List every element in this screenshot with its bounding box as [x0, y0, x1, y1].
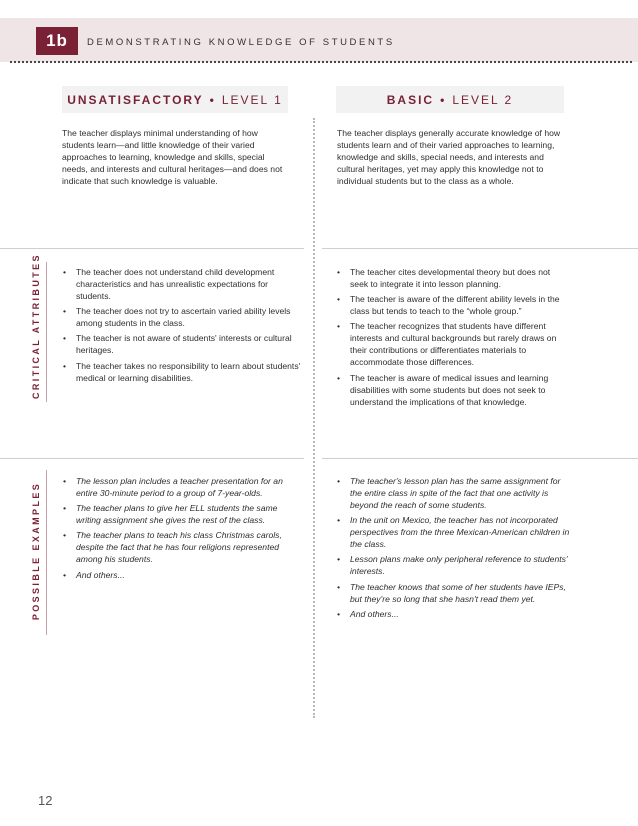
list-item: • The teacher's lesson plan has the same assignment for the entire class in spite of the fact that one activity is beyond the reach of some students.: [336, 475, 570, 511]
list-item: • The teacher plans to give her ELL students the same writing assignment she gives the rest of the class.: [62, 502, 302, 526]
list-item: • The teacher cites developmental theory but does not seek to integrate it into lesson planning.: [336, 266, 570, 290]
critical-attributes-label: CRITICAL ATTRIBUTES: [31, 253, 41, 399]
column-divider: [313, 118, 315, 718]
row-divider: [0, 248, 304, 249]
header-dotted-rule: [10, 61, 632, 63]
possible-examples-side-rule: [46, 470, 47, 635]
section-code-badge: 1b: [36, 27, 78, 55]
row-divider: [322, 458, 638, 459]
page-number: 12: [38, 793, 53, 808]
list-item: • The teacher knows that some of her students have IEPs, but they're so long that she hasn't read them yet.: [336, 581, 570, 605]
possible-examples-label: POSSIBLE EXAMPLES: [31, 481, 41, 621]
list-item: • And others...: [336, 608, 570, 620]
list-item: • The teacher plans to teach his class Christmas carols, despite the fact that he has four religions represented among his students.: [62, 529, 302, 565]
level-1-critical-attributes: [62, 266, 302, 387]
level-2-possible-examples: [336, 475, 570, 623]
list-item: • The teacher is aware of the different ability levels in the class but tends to teach to the “whole group.”: [336, 293, 570, 317]
level-2-separator: •: [440, 92, 447, 107]
list-item: • The lesson plan includes a teacher presentation for an entire 30-minute period to a group of 7-year-olds.: [62, 475, 302, 499]
list-item: • The teacher is not aware of students' interests or cultural heritages.: [62, 332, 302, 356]
list-item: • The teacher does not understand child development characteristics and has unrealistic expectations for students.: [62, 266, 302, 302]
list-item: • The teacher does not try to ascertain varied ability levels among students in the class.: [62, 305, 302, 329]
row-divider: [0, 458, 304, 459]
level-1-possible-examples: [62, 475, 302, 584]
section-title: DEMONSTRATING KNOWLEDGE OF STUDENTS: [87, 37, 395, 48]
level-2-name: BASIC: [386, 92, 435, 107]
list-item: • The teacher is aware of medical issues and learning disabilities with some students but does not seek to understand the implications of that knowledge.: [336, 372, 570, 408]
critical-attributes-side-rule: [46, 262, 47, 402]
level-1-number: LEVEL 1: [221, 92, 283, 107]
level-1-description: The teacher displays minimal understanding of how students learn—and little knowledge of their varied approaches to learning, knowledge and skills, special needs, and interests and cultural heritages—and does not indicate that such knowledge is valuable.: [62, 128, 283, 187]
level-2-header: [336, 86, 564, 113]
row-divider: [322, 248, 638, 249]
level-2-description: The teacher displays generally accurate knowledge of how students learn and of their varied approaches to learning, knowledge and skills, special needs, and interests and cultural heritages, yet may apply this knowledge not to individual students but to the class as a whole.: [337, 128, 561, 187]
level-2-number: LEVEL 2: [452, 92, 514, 107]
list-item: • The teacher recognizes that students have different interests and cultural backgrounds but rarely draws on their contributions or differentiates materials to accommodate those differences.: [336, 320, 570, 368]
list-item: • And others...: [62, 569, 302, 581]
list-item: • The teacher takes no responsibility to learn about students' medical or learning disabilities.: [62, 360, 302, 384]
level-2-critical-attributes: [336, 266, 570, 411]
level-1-header: [62, 86, 288, 113]
list-item: • In the unit on Mexico, the teacher has not incorporated perspectives from the three Mexican-American children in the class.: [336, 514, 570, 550]
list-item: • Lesson plans make only peripheral reference to students' interests.: [336, 553, 570, 577]
level-1-separator: •: [209, 92, 216, 107]
level-1-name: UNSATISFACTORY: [67, 92, 204, 107]
